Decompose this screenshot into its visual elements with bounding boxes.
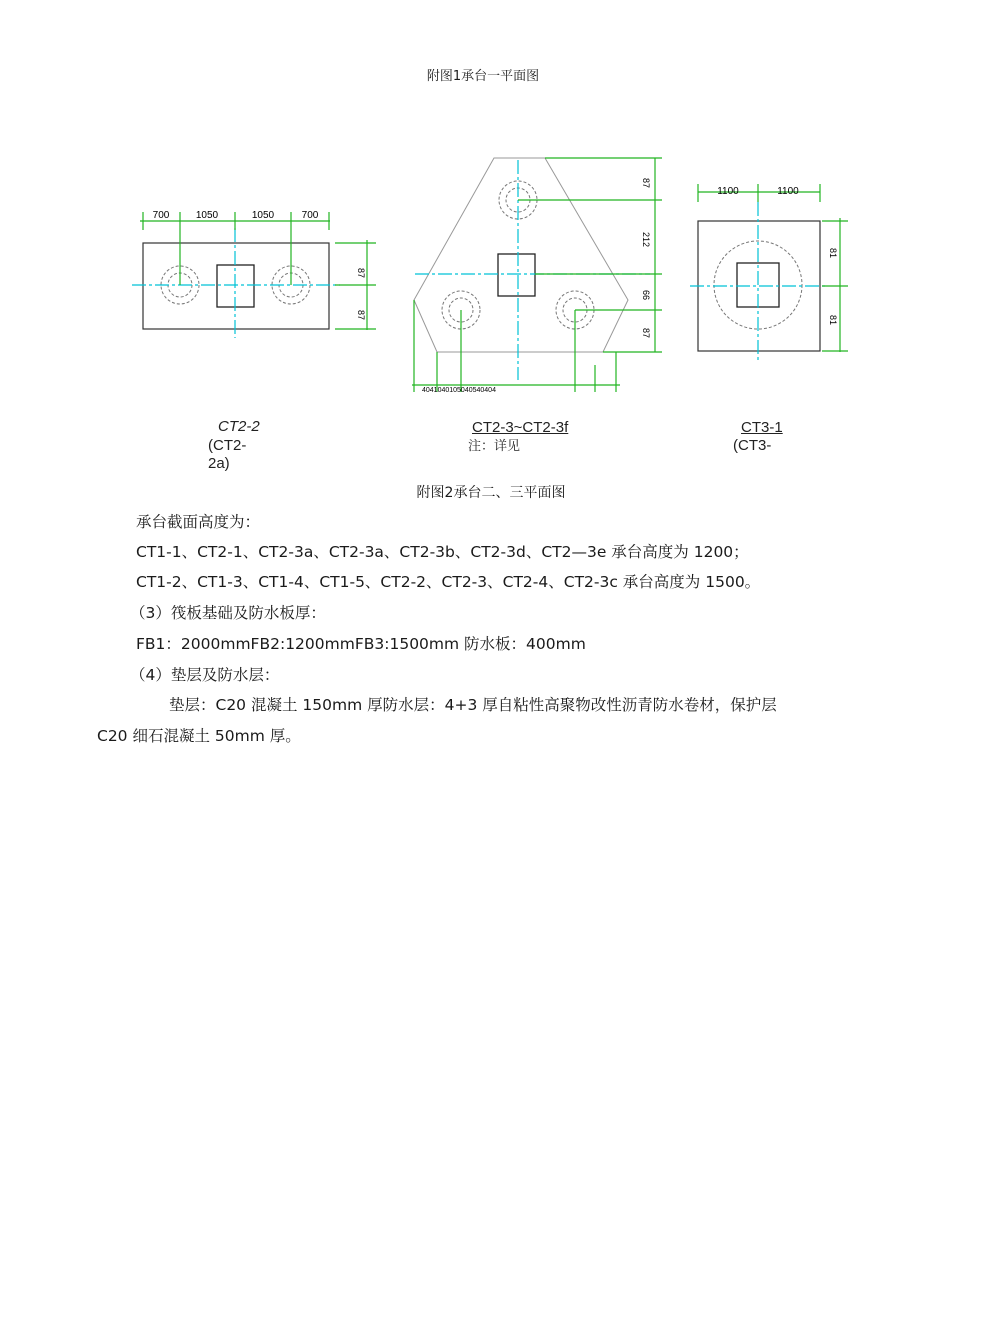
ct3-1-plan [690, 184, 848, 360]
svg-text:81: 81 [828, 315, 838, 326]
ct3-1-sub: (CT3- [733, 437, 772, 454]
ct3-1-dim-0: 1100 [717, 186, 739, 197]
pile-cap-plan-drawing [0, 140, 950, 400]
item4-body-line2: C20 细石混凝土 50mm 厚。 [97, 727, 301, 745]
svg-text:87: 87 [641, 178, 651, 189]
ct2-3-note: 注：详见 [468, 438, 521, 453]
ct2-3-outline [414, 158, 628, 352]
item4-title: （4）垫层及防水层： [130, 666, 280, 684]
ct2-2-dim-3: 700 [301, 210, 319, 221]
svg-text:212: 212 [641, 232, 651, 248]
ct2-2-label: CT2-2 [218, 418, 260, 435]
ct2-2-dim-1: 1050 [195, 210, 219, 221]
svg-text:87: 87 [356, 310, 366, 321]
ct2-3-plan [412, 158, 662, 394]
height-1200-line: CT1-1、CT2-1、CT2-3a、CT2-3a、CT2-3b、CT2-3d、CT2—3e 承台高度为 1200； [136, 543, 749, 561]
ct2-2-outline [143, 243, 329, 329]
ct2-2-dim-0: 700 [152, 210, 170, 221]
ct2-3-column [498, 254, 535, 296]
svg-text:81: 81 [828, 248, 838, 259]
ct2-3-bottom-dims: 4041040105040540404 [422, 387, 496, 394]
ct3-1-dim-1: 1100 [777, 186, 799, 197]
ct2-2-dim-2: 1050 [251, 210, 275, 221]
ct3-1-label: CT3-1 [741, 419, 783, 436]
ct2-3-label: CT2-3~CT2-3f [472, 419, 569, 436]
svg-text:66: 66 [641, 290, 651, 301]
item4-body-line1: 垫层：C20 混凝土 150mm 厚防水层：4+3 厚自粘性高聚物改性沥青防水卷材，保护层 [169, 696, 777, 714]
svg-text:87: 87 [641, 328, 651, 339]
ct2-2-sub2: 2a) [208, 455, 230, 472]
ct2-2-plan [132, 210, 376, 338]
svg-text:87: 87 [356, 268, 366, 279]
item3-body: FB1：2000mmFB2:1200mmFB3:1500mm 防水板：400mm [136, 635, 586, 653]
ct2-2-sub1: (CT2- [208, 437, 247, 454]
item3-title: （3）筏板基础及防水板厚： [130, 604, 326, 622]
height-1500-line: CT1-2、CT1-3、CT1-4、CT1-5、CT2-2、CT2-3、CT2-4、CT2-3c 承台高度为 1500。 [136, 573, 761, 591]
figure1-caption: 附图1承台一平面图 [426, 69, 540, 84]
section-height-intro: 承台截面高度为： [136, 513, 261, 531]
figure2-caption: 附图2承台二、三平面图 [416, 485, 566, 501]
